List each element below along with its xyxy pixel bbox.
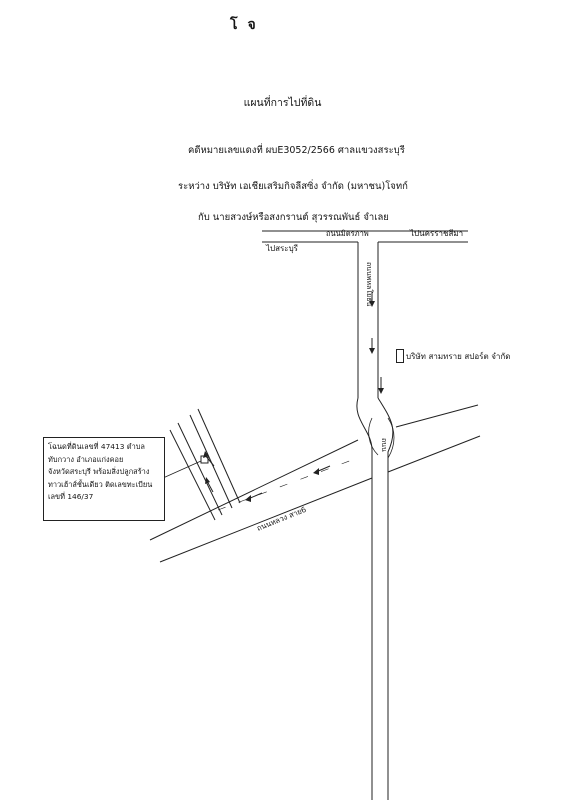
company-marker [396,349,404,363]
plaintiff-line: ระหว่าง บริษัท เอเชียเสริมกิจลีสซิ่ง จำกัด (มหาชน)โจทก์ [178,181,408,192]
header-mark: โจ [230,17,266,33]
roundabout-inner-left [369,418,378,455]
soi-line-outer-left [170,430,215,520]
company-label: บริษัท สามทราย สปอร์ต จำกัด [406,352,511,361]
highway-label: ถนนหลวง สาย6 [255,504,308,533]
route-arrow-2-head [369,348,375,354]
highway-line-lower-right [388,436,480,472]
document-title: แผนที่การไปที่ดิน [243,97,322,109]
defendant-line: กับ นายสวงษ์หรือสงกรานต์ สุวรรณพันธ์ จำเลย [198,212,389,223]
lower-road-left [357,398,372,800]
lower-road-label: ถนน [380,438,388,452]
parcel-info-box [43,437,165,521]
top-road-label: ถนนมิตรภาพ [326,229,369,238]
case-number-line: คดีหมายเลขแดงที่ ผบE3052/2566 ศาลแขวงสระบุรี [188,145,405,156]
route-arrow-6-head [245,495,251,502]
route-arrow-7-head [313,468,319,475]
parcel-info-text: โฉนดที่ดินเลขที่ 47413 ตำบล ทับกวาง อำเภอแก่งคอย จังหวัดสระบุรี พร้อมสิ่งปลูกสร้าง ทาวเฮ้าส์ชั้นเดียว ติดเลขทะเบียน เลขที่ 146/37 [48,442,153,502]
lower-road-right [378,398,393,800]
to-nakhon-label: ไปนครราชสีมา [410,229,464,238]
vertical-road-label: ถนนพหลโยธิน [365,262,373,307]
parcel-pointer-line [163,461,201,478]
route-arrow-3-head [378,388,384,394]
route-arrow-5-head [205,477,210,484]
highway-dash-line [218,460,352,510]
highway-line-upper-right [396,405,478,427]
to-saraburi-label: ไปสระบุรี [266,244,298,253]
